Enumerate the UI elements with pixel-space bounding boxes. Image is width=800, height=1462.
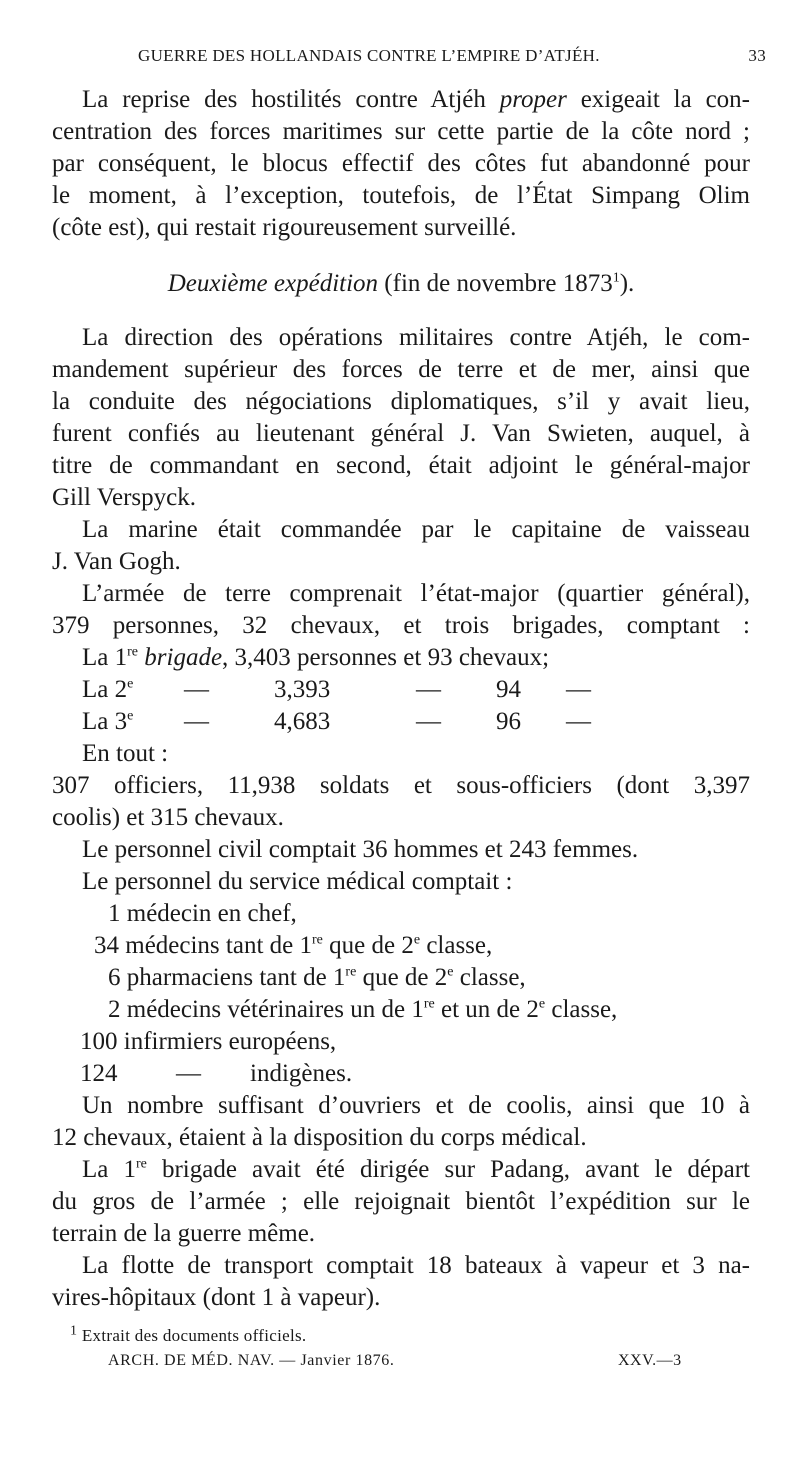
paragraph-4-line-2: 379 personnes, 32 chevaux, et trois brigades, comptant : — [52, 612, 750, 639]
paragraph-1-line-3: par conséquent, le blocus effectif des côtes fut abandonné pour — [52, 150, 750, 177]
paragraph-1-line-4: le moment, à l’exception, toutefois, de l’État Simpang Olim — [52, 182, 750, 209]
paragraph-3-line-2: J. Van Gogh. — [52, 548, 181, 575]
brigade-row-3: La 3e — 4,683 — 96 — — [82, 708, 591, 735]
running-header — [0, 46, 800, 72]
paragraph-2-line-6: Gill Verspyck. — [52, 484, 196, 511]
footnote-mark: 1 — [70, 1323, 78, 1339]
paragraph-3-line-1: La marine était commandée par le capitaine de vaisseau — [82, 516, 750, 543]
medical-intro-line: Le personnel du service médical comptait : — [82, 868, 513, 895]
civil-personnel-line: Le personnel civil comptait 36 hommes et 243 femmes. — [82, 836, 639, 863]
footer-signature: XXV.—3 — [618, 1352, 682, 1369]
totals-label: En tout : — [82, 740, 169, 767]
paragraph-4-line-1: L’armée de terre comprenait l’état-major (quartier général), — [82, 580, 750, 607]
page-footer — [0, 1352, 800, 1376]
medical-item-4: 2 médecins vétérinaires un de 1re et un de 2e classe, — [108, 996, 618, 1023]
paragraph-2-line-1: La direction des opérations militaires contre Atjéh, le com- — [82, 324, 750, 351]
paragraph-2-line-2: mandement supérieur des forces de terre et de mer, ainsi que — [52, 356, 750, 383]
medical-item-3: 6 pharmaciens tant de 1re que de 2e classe, — [108, 964, 526, 991]
medical-item-6: 124 — indigènes. — [80, 1060, 353, 1087]
paragraph-1-line-1: La reprise des hostilités contre Atjéh proper exigeait la con- — [82, 86, 750, 113]
footnote — [70, 1323, 307, 1346]
paragraph-5-line-2: 12 chevaux, étaient à la disposition du corps médical. — [52, 1124, 587, 1151]
paragraph-1-line-5: (côte est), qui restait rigoureusement surveillé. — [52, 214, 517, 241]
totals-line-2: coolis) et 315 chevaux. — [52, 804, 284, 831]
section-heading: Deuxième expédition (fin de novembre 1873$^1$). — [167, 270, 635, 297]
paragraph-2-line-4: furent confiés au lieutenant général J. Van Swieten, auquel, à — [52, 420, 750, 447]
paragraph-7-line-1: La flotte de transport comptait 18 bateaux à vapeur et 3 na- — [82, 1252, 750, 1279]
medical-item-5: 100 infirmiers européens, — [80, 1028, 337, 1055]
medical-item-2: 34 médecins tant de 1re que de 2e classe, — [94, 932, 493, 959]
footnote-text: Extrait des documents officiels. — [77, 1326, 307, 1345]
totals-line-1: 307 officiers, 11,938 soldats et sous-officiers (dont 3,397 — [52, 772, 750, 799]
header-title: GUERRE DES HOLLANDAIS CONTRE L’EMPIRE D’ATJÉH. — [138, 46, 600, 65]
paragraph-2-line-5: titre de commandant en second, était adjoint le général-major — [52, 452, 750, 479]
paragraph-6-line-1: La 1re brigade avait été dirigée sur Padang, avant le départ — [82, 1156, 750, 1183]
brigade-row-1: La 1re brigade, 3,403 personnes et 93 chevaux; — [82, 644, 550, 671]
brigade-row-2: La 2e — 3,393 — 94 — — [82, 676, 591, 703]
footer-journal: ARCH. DE MÉD. NAV. — Janvier 1876. — [108, 1352, 395, 1369]
paragraph-5-line-1: Un nombre suffisant d’ouvriers et de coolis, ainsi que 10 à — [82, 1092, 750, 1119]
page-number: 33 — [748, 46, 766, 65]
medical-item-1: 1 médecin en chef, — [108, 900, 297, 927]
paragraph-2-line-3: la conduite des négociations diplomatiques, s’il y avait lieu, — [52, 388, 750, 415]
paragraph-6-line-2: du gros de l’armée ; elle rejoignait bientôt l’expédition sur le — [52, 1188, 750, 1215]
paragraph-7-line-2: vires-hôpitaux (dont 1 à vapeur). — [52, 1284, 381, 1311]
paragraph-6-line-3: terrain de la guerre même. — [52, 1220, 316, 1247]
paragraph-1-line-2: centration des forces maritimes sur cette partie de la côte nord ; — [52, 118, 750, 145]
